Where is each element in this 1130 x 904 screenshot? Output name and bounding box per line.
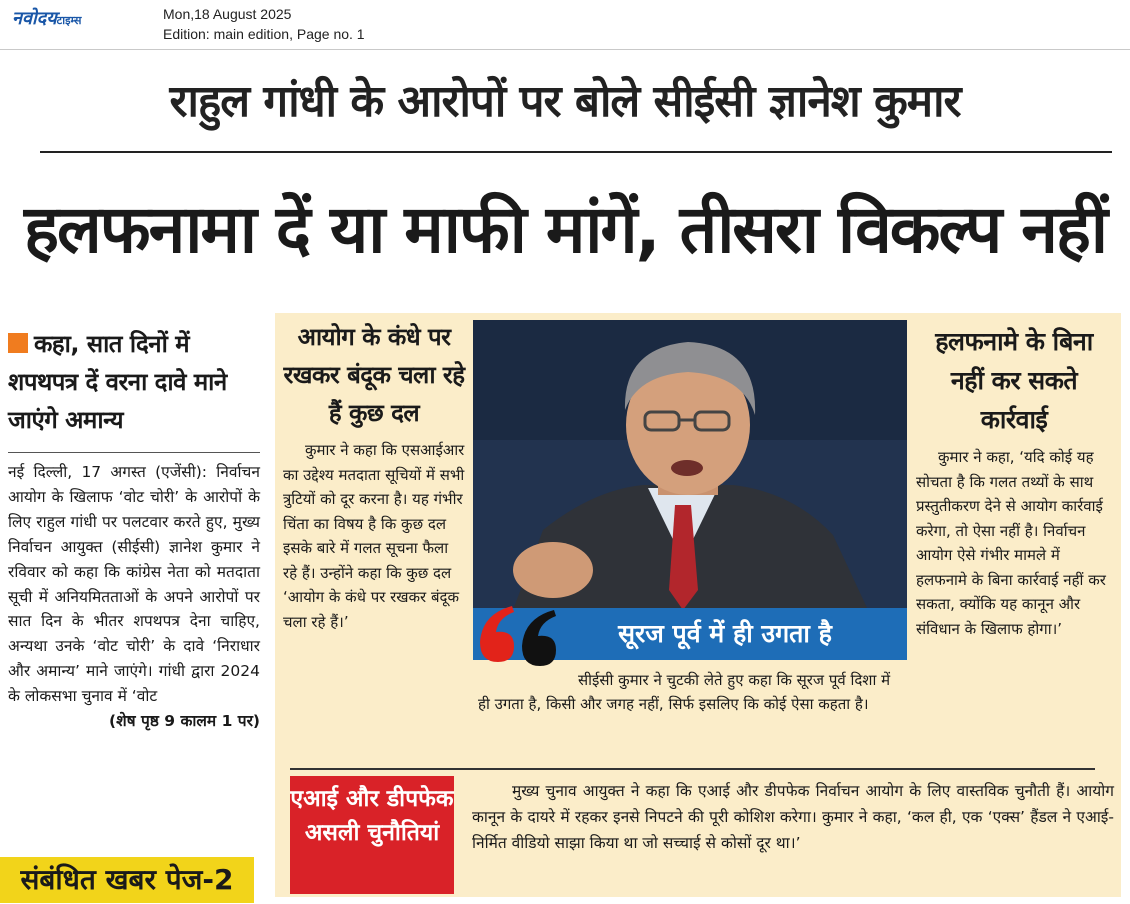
cec-portrait-image — [473, 320, 907, 610]
edition-page: Edition: main edition, Page no. 1 — [163, 26, 365, 42]
orange-square-icon — [8, 333, 28, 353]
left-article-body — [8, 460, 260, 734]
quote-body — [478, 668, 906, 716]
feature-left-body — [283, 438, 465, 634]
feature-left-subhead: आयोग के कंधे पर रखकर बंदूक चला रहे हैं कुछ दल — [283, 323, 465, 427]
header-divider — [0, 49, 1130, 50]
quote-mark-icon — [476, 600, 560, 674]
masthead-main: नवोदय — [12, 8, 57, 29]
feature-left-text: कुमार ने कहा कि एसआईआर का उद्देश्य मतदाता सूचियों में सभी त्रुटियों को दूर करना है। यह गंभीर चिंता का विषय है कि कुछ दल इसके बारे में गलत सूचना फैला रहे हैं। उन्होंने कहा कि कुछ दल ‘आयोग के कंधे पर रखकर बंदूक चला रहे हैं।’ — [283, 441, 465, 631]
ai-title-box: एआई और डीपफेक असली चुनौतियां — [290, 776, 454, 894]
ai-section-rule — [290, 768, 1095, 770]
continued-note: (शेष पृष्ठ 9 कालम 1 पर) — [109, 712, 260, 731]
related-news-banner[interactable]: संबंधित खबर पेज-2 — [0, 857, 254, 903]
feature-right-text: कुमार ने कहा, ‘यदि कोई यह सोचता है कि गलत तथ्यों के साथ प्रस्तुतीकरण देने से आयोग कार्रवाई करेगा, तो ऐसा नहीं है। निर्वाचन आयोग ऐसे गंभीर मामले में हलफनामे के बिना कार्रवाई नहीं कर सकता, क्योंकि यह कानून और संविधान के खिलाफ होगा।’ — [916, 448, 1106, 638]
quote-body-text: सीईसी कुमार ने चुटकी लेते हुए कहा कि सूरज पूर्व दिशा में ही उगता है, किसी और जगह नहीं, सिर्फ इसलिए कि कोई ऐसा कहता है। — [478, 671, 891, 713]
kicker-headline: राहुल गांधी के आरोपों पर बोले सीईसी ज्ञानेश कुमार — [169, 76, 961, 127]
left-subhead — [8, 325, 258, 439]
edition-info — [163, 4, 365, 44]
ai-body-text: मुख्य चुनाव आयुक्त ने कहा कि एआई और डीपफेक निर्वाचन आयोग के लिए वास्तविक चुनौती हैं। आयोग कानून के दायरे में रहकर इनसे निपटने की पूरी कोशिश करेगा। कुमार ने कहा, ‘कल ही, एक ‘एक्स’ हैंडल ने एआई-निर्मित वीडियो साझा किया था जो सच्चाई से कोसों दूर था।’ — [472, 782, 1114, 852]
feature-right-body — [916, 445, 1112, 641]
masthead-sub: टाइम्स — [56, 14, 82, 27]
headline-rule — [40, 151, 1112, 153]
edition-date: Mon,18 August 2025 — [163, 6, 292, 22]
left-body-text: नई दिल्ली, 17 अगस्त (एजेंसी): निर्वाचन आयोग के खिलाफ ‘वोट चोरी’ के आरोपों के लिए राहुल गांधी पर पलटवार करते हुए, मुख्य निर्वाचन आयुक्त (सीईसी) ज्ञानेश कुमार ने रविवार को कहा कि कांग्रेस नेता को मतदाता सूची में अनियमितताओं के अपने आरोपों पर सात दिन के भीतर शपथपत्र देना चाहिए, अन्यथा उनके ‘वोट चोरी’ के दावे ‘निराधार और अमान्य’ माने जाएंगे। गांधी द्वारा 2024 के लोकसभा चुनाव में ‘वोट — [8, 463, 260, 706]
main-headline: हलफनामा दें या माफी मांगें, तीसरा विकल्प नहीं — [23, 191, 1107, 268]
ai-article-body — [472, 778, 1114, 856]
left-subhead-text: कहा, सात दिनों में शपथपत्र दें वरना दावे माने जाएंगे अमान्य — [8, 330, 227, 434]
feature-right-column — [916, 322, 1112, 641]
quote-title: सूरज पूर्व में ही उगता है — [618, 619, 832, 648]
feature-left-column — [283, 318, 465, 634]
news-photo — [473, 320, 907, 610]
left-divider — [8, 452, 260, 453]
masthead-logo — [12, 6, 81, 30]
feature-right-subhead: हलफनामे के बिना नहीं कर सकते कार्रवाई — [935, 327, 1093, 434]
